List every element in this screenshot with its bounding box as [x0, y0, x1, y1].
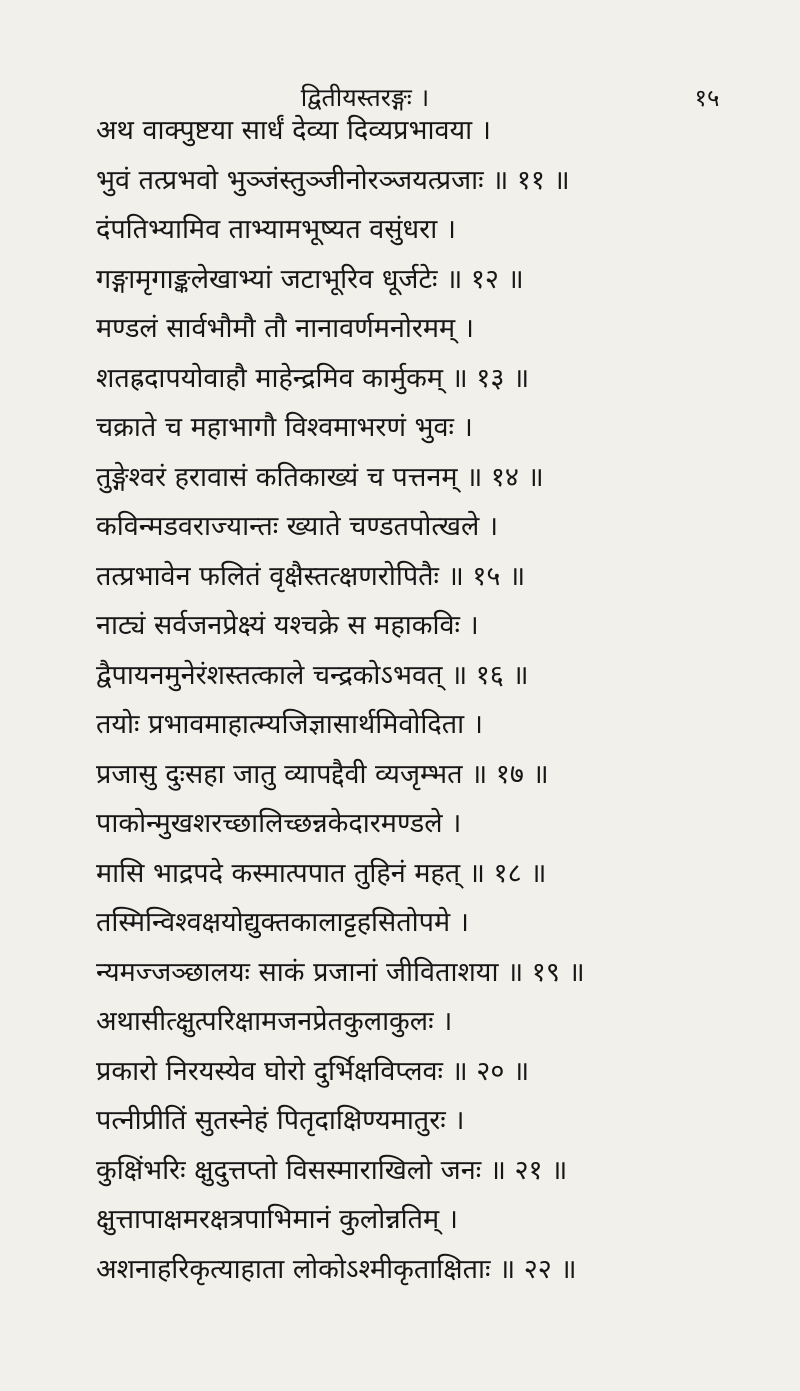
- verse-22-line-2: अशनाहरिकृत्याहाता लोकोऽश्मीकृताक्षिताः ॥ २२ ॥: [96, 1253, 577, 1285]
- verse-13-line-1: मण्डलं सार्वभौमौ तौ नानावर्णमनोरमम् ।: [96, 313, 474, 344]
- page-number: १५: [694, 84, 720, 112]
- verse-13-line-2: शतह्रदापयोवाहौ माहेन्द्रमिव कार्मुकम् ॥ १३ ॥: [96, 362, 530, 394]
- verse-17-line-2: प्रजासु दुःसहा जातु व्यापद्दैवी व्यजृम्भत ॥ १७ ॥: [96, 758, 549, 790]
- verse-19-line-2: न्यमज्जञ्छालयः साकं प्रजानां जीविताशया ॥ १९ ॥: [96, 956, 585, 988]
- verse-12-line-2: गङ्गामृगाङ्कलेखाभ्यां जटाभूरिव धूर्जटेः ॥ १२ ॥: [96, 263, 524, 295]
- chapter-title: द्वितीयस्तरङ्गः ।: [300, 83, 430, 112]
- verse-18-line-2: मासि भाद्रपदे कस्मात्पपात तुहिनं महत् ॥ १८ ॥: [96, 857, 547, 889]
- verse-17-line-1: तयोः प्रभावमाहात्म्यजिज्ञासार्थमिवोदिता ।: [96, 709, 483, 740]
- verse-text-block: [96, 106, 756, 1294]
- verse-21-line-1: पत्नीप्रीतिं सुतस्नेहं पितृदाक्षिण्यमातुरः ।: [96, 1105, 465, 1136]
- verse-12-line-1: दंपतिभ्यामिव ताभ्यामभूष्यत वसुंधरा ।: [96, 214, 457, 245]
- verse-20-line-2: प्रकारो निरयस्येव घोरो दुर्भिक्षविप्लवः ॥ २० ॥: [96, 1055, 530, 1087]
- verse-14-line-2: तुङ्गेश्वरं हरावासं कतिकाख्यं च पत्तनम् ॥ १४ ॥: [96, 461, 544, 493]
- verse-19-line-1: तस्मिन्विश्वक्षयोद्युक्तकालाट्टहसितोपमे ।: [96, 907, 469, 938]
- verse-22-line-1: क्षुत्तापाक्षमरक्षत्रपाभिमानं कुलोन्नतिम् ।: [96, 1204, 458, 1235]
- verse-16-line-1: नाट्यं सर्वजनप्रेक्ष्यं यश्चक्रे स महाकविः ।: [96, 610, 479, 641]
- verse-21-line-2: कुक्षिंभरिः क्षुदुत्तप्तो विसस्माराखिलो जनः ॥ २१ ॥: [96, 1154, 568, 1186]
- verse-14-line-1: चक्राते च महाभागौ विश्वमाभरणं भुवः ।: [96, 412, 473, 443]
- verse-15-line-1: कविन्मडवराज्यान्तः ख्याते चण्डतपोत्खले ।: [96, 511, 499, 542]
- verse-20-line-1: अथासीत्क्षुत्परिक्षामजनप्रेतकुलाकुलः ।: [96, 1006, 453, 1037]
- verse-15-line-2: तत्प्रभावेन फलितं वृक्षैस्तत्क्षणरोपितैः ॥ १५ ॥: [96, 560, 526, 592]
- verse-16-line-2: द्वैपायनमुनेरंशस्तत्काले चन्द्रकोऽभवत् ॥ १६ ॥: [96, 659, 529, 691]
- verse-11-line-2: भुवं तत्प्रभवो भुञ्जंस्तुञ्जीनोरञ्जयत्प्रजाः ॥ ११ ॥: [96, 164, 570, 196]
- verse-18-line-1: पाकोन्मुखशरच्छालिच्छन्नकेदारमण्डले ।: [96, 808, 462, 839]
- verse-11-line-1: अथ वाक्पुष्टया सार्धं देव्या दिव्यप्रभावया ।: [96, 115, 491, 146]
